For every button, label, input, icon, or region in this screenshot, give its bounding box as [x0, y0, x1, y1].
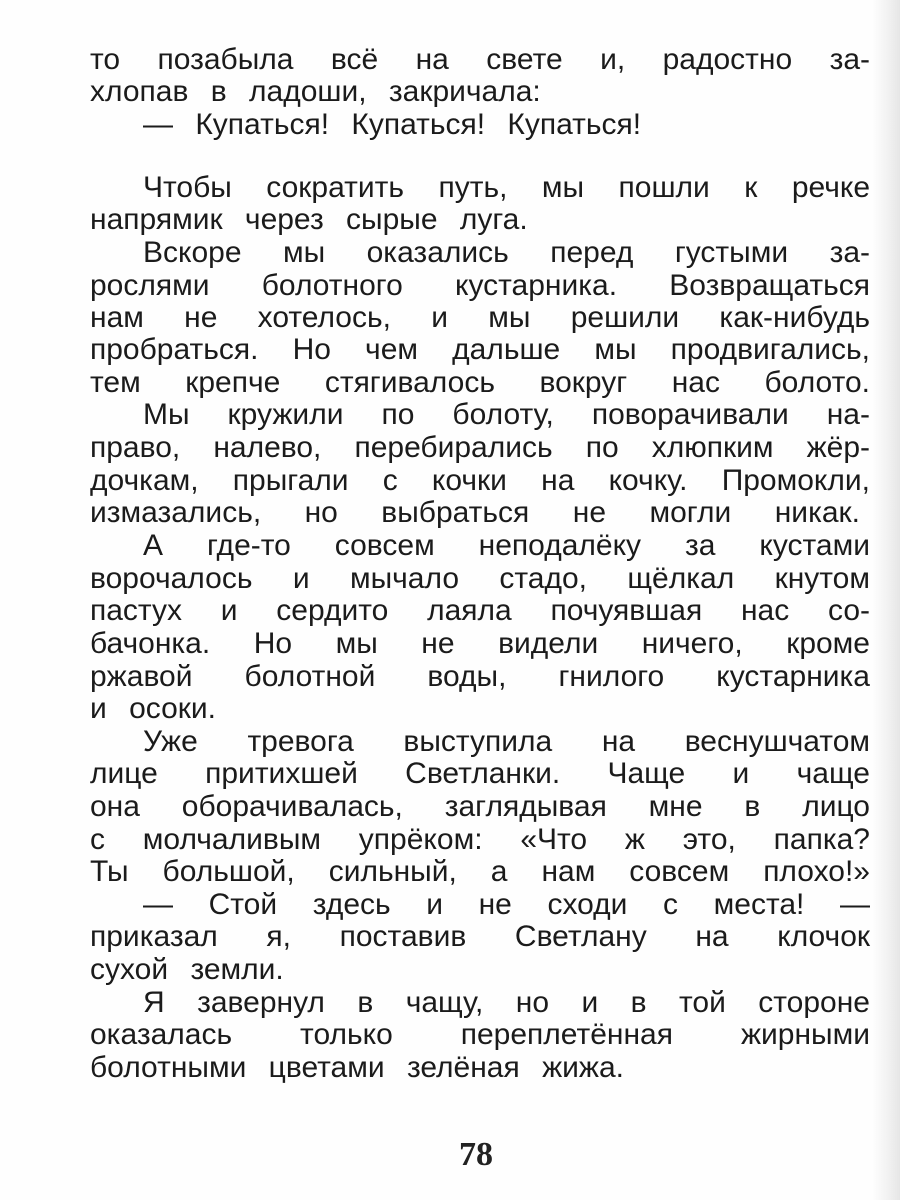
- text-line: Мы кружили по болоту, поворачивали на-: [143, 398, 870, 431]
- text-line: дочкам, прыгали с кочки на кочку. Промокли,: [90, 464, 870, 497]
- text-line: лице притихшей Светланки. Чаще и чаще: [90, 757, 870, 790]
- text-line: хлопав в ладоши, закричала:: [90, 75, 541, 108]
- text-line: ржавой болотной воды, гнилого кустарника: [90, 660, 870, 693]
- text-line: тем крепче стягивалось вокруг нас болото.: [90, 366, 870, 399]
- text-line: Ты большой, сильный, а нам совсем плохо!»: [90, 855, 870, 888]
- text-line: оказалась только переплетённая жирными: [90, 1018, 870, 1051]
- text-line: пробраться. Но чем дальше мы продвигались,: [90, 333, 870, 366]
- text-line: Уже тревога выступила на веснушчатом: [143, 725, 870, 758]
- text-line: сухой земли.: [90, 953, 284, 986]
- page-edge-shadow: [872, 0, 900, 1200]
- text-line: рослями болотного кустарника. Возвращаться: [90, 269, 870, 302]
- text-line: А где-то совсем неподалёку за кустами: [143, 529, 870, 562]
- text-line: — Стой здесь и не сходи с места! —: [143, 888, 870, 921]
- text-line: Чтобы сократить путь, мы пошли к речке: [143, 171, 870, 204]
- text-line: с молчаливым упрёком: «Что ж это, папка?: [90, 823, 870, 856]
- text-line: ворочалось и мычало стадо, щёлкал кнутом: [90, 562, 870, 595]
- text-line: то позабыла всё на свете и, радостно за-: [90, 43, 870, 76]
- text-line: бачонка. Но мы не видели ничего, кроме: [90, 627, 870, 660]
- text-line: напрямик через сырые луга.: [90, 203, 528, 236]
- text-line: Вскоре мы оказались перед густыми за-: [143, 236, 870, 269]
- page-number: 78: [459, 1136, 493, 1173]
- text-line: болотными цветами зелёная жижа.: [90, 1051, 624, 1084]
- text-line: и осоки.: [90, 692, 217, 725]
- text-line: она оборачивалась, заглядывая мне в лицо: [90, 790, 870, 823]
- text-line: Я завернул в чащу, но и в той стороне: [143, 986, 870, 1019]
- text-line: измазались, но выбраться не могли никак.: [90, 496, 860, 529]
- text-line: нам не хотелось, и мы решили как-нибудь: [90, 301, 870, 334]
- text-line: право, налево, перебирались по хлюпким жёр-: [90, 431, 870, 464]
- text-line: — Купаться! Купаться! Купаться!: [143, 108, 642, 141]
- text-line: пастух и сердито лаяла почуявшая нас со-: [90, 594, 870, 627]
- text-line: приказал я, поставив Светлану на клочок: [90, 920, 870, 953]
